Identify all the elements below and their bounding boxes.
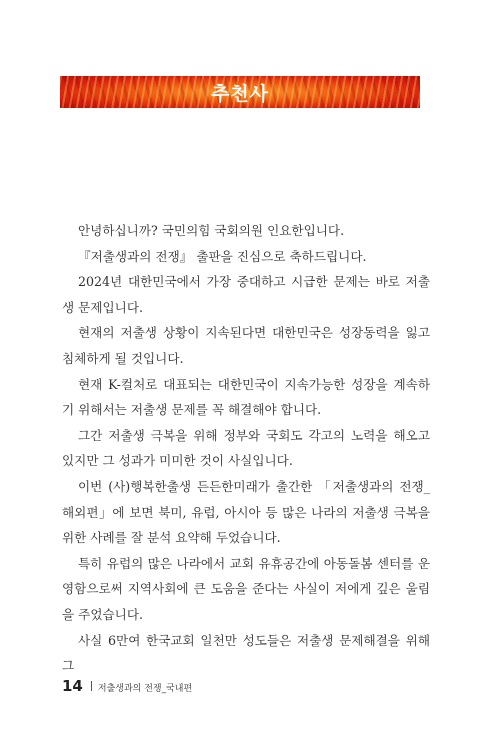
paragraph: 사실 6만여 한국교회 일천만 성도들은 저출생 문제해결을 위해 그 xyxy=(62,632,430,674)
page-footer xyxy=(62,677,192,695)
body-text xyxy=(62,218,430,679)
paragraph: 이번 (사)행복한출생 든든한미래가 출간한 「저출생과의 전쟁_해외편」에 보면 북미, 유럽, 아시아 등 많은 나라의 저출생 극복을 위한 사례를 잘 분석 요약해 두었습니다. xyxy=(62,478,430,546)
section-title: 추천사 xyxy=(210,82,270,105)
page-number: 14 xyxy=(62,677,83,695)
paragraph: 특히 유럽의 많은 나라에서 교회 유휴공간에 아동돌봄 센터를 운영함으로써 지역사회에 큰 도움을 준다는 사실이 저에게 깊은 울림을 주었습니다. xyxy=(62,555,430,622)
paragraph: 현재의 저출생 상황이 지속된다면 대한민국은 성장동력을 잃고 침체하게 될 것입니다. xyxy=(62,325,430,366)
paragraph: 현재 K-컬처로 대표되는 대한민국이 지속가능한 성장을 계속하기 위해서는 저출생 문제를 꼭 해결해야 합니다. xyxy=(62,376,430,418)
paragraph: 2024년 대한민국에서 가장 중대하고 시급한 문제는 바로 저출생 문제입니다. xyxy=(62,274,430,315)
paragraph: 안녕하십니까? 국민의힘 국회의원 인요한입니다. xyxy=(78,223,345,238)
footer-divider xyxy=(91,681,92,691)
paragraph: 『저출생과의 전쟁』 출판을 진심으로 축하드립니다. xyxy=(78,248,367,264)
running-title: 저출생과의 전쟁_국내편 xyxy=(97,684,193,694)
paragraph: 그간 저출생 극복을 위해 정부와 국회도 각고의 노력을 해오고 있지만 그 성과가 미미한 것이 사실입니다. xyxy=(62,427,430,469)
title-banner xyxy=(60,76,420,108)
